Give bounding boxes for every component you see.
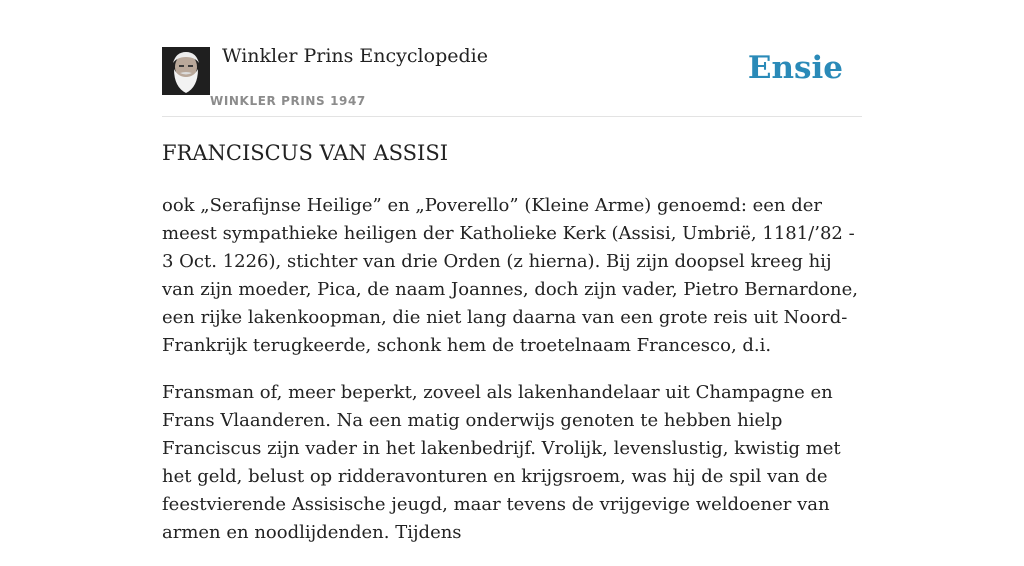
bearded-man-portrait-icon xyxy=(162,47,210,95)
article-title: FRANCISCUS VAN ASSISI xyxy=(162,141,449,165)
article-body xyxy=(162,192,862,566)
source-title[interactable]: Winkler Prins Encyclopedie xyxy=(222,45,488,67)
article-paragraph: Fransman of, meer beperkt, zoveel als lakenhandelaar uit Champagne en Frans Vlaanderen. Na een matig onderwijs genoten te hebben hielp Franciscus zijn vader in het lakenbedrijf. Vrolijk, levenslustig, kwistig met het geld, belust op ridderavonturen en krijgsroem, was hij de spil van de feestvierende Assisische jeugd, maar tevens de vrijgevige weldoener van armen en noodlijdenden. Tijdens xyxy=(162,382,841,543)
brand-logo[interactable]: Ensie xyxy=(747,50,843,86)
source-subtitle[interactable]: WINKLER PRINS 1947 xyxy=(210,94,366,108)
header xyxy=(162,0,862,117)
article-paragraph: ook „Serafijnse Heilige” en „Poverello” (Kleine Arme) genoemd: een der meest sympathieke heiligen der Katholieke Kerk (Assisi, Umbrië, 1181/’82 - 3 Oct. 1226), stichter van drie Orden (z hierna). Bij zijn doopsel kreeg hij van zijn moeder, Pica, de naam Joannes, doch zijn vader, Pietro Bernardone, een rijke lakenkoopman, die niet lang daarna van een grote reis uit Noord-Frankrijk terugkeerde, schonk hem de troetelnaam Francesco, d.i. xyxy=(162,195,859,356)
avatar[interactable] xyxy=(162,47,210,95)
